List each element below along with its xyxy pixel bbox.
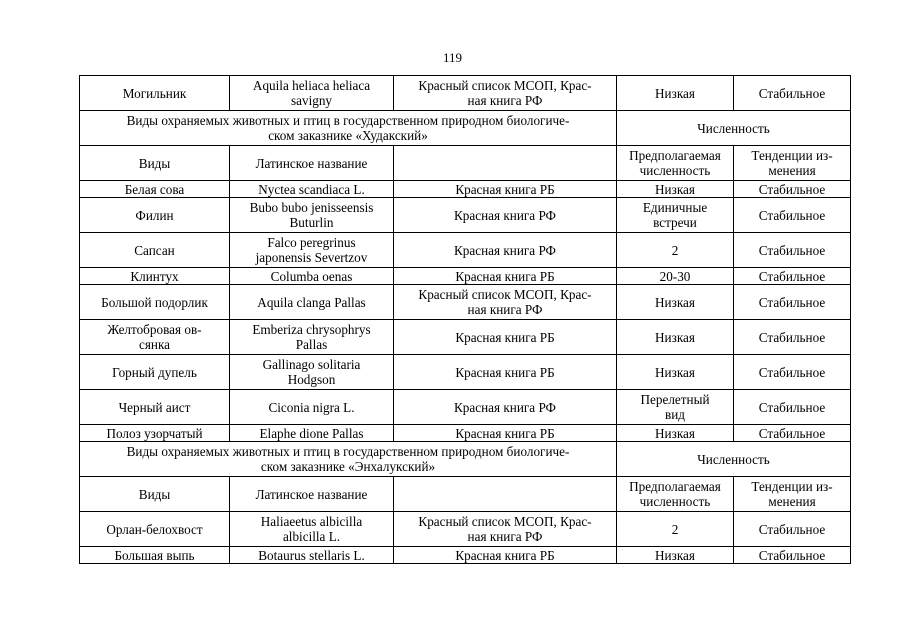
status-header (394, 146, 617, 181)
species-cell: Сапсан (80, 233, 230, 268)
species-cell: Большая выпь (80, 547, 230, 564)
latin-name-cell: Haliaeetus albicilla albicilla L. (230, 512, 394, 547)
status-cell: Красный список МСОП, Крас- ная книга РФ (394, 76, 617, 111)
species-cell: Могильник (80, 76, 230, 111)
status-cell: Красная книга РФ (394, 390, 617, 425)
abundance-cell: 20-30 (617, 268, 734, 285)
table-row (80, 268, 851, 285)
status-cell: Красная книга РБ (394, 355, 617, 390)
trend-cell: Стабильное (734, 181, 851, 198)
species-header: Виды (80, 146, 230, 181)
status-cell: Красная книга РФ (394, 198, 617, 233)
status-cell: Красная книга РБ (394, 181, 617, 198)
trend-cell: Стабильное (734, 512, 851, 547)
trend-header: Тенденции из- менения (734, 146, 851, 181)
table-row (80, 390, 851, 425)
trend-cell: Стабильное (734, 320, 851, 355)
latin-name-cell: Elaphe dione Pallas (230, 425, 394, 442)
table-row (80, 181, 851, 198)
column-header-row (80, 477, 851, 512)
abundance-cell: Перелетный вид (617, 390, 734, 425)
status-cell: Красная книга РБ (394, 547, 617, 564)
abundance-cell: Низкая (617, 285, 734, 320)
species-cell: Черный аист (80, 390, 230, 425)
estimated-abundance-header: Предполагаемая численность (617, 477, 734, 512)
abundance-cell: 2 (617, 512, 734, 547)
species-cell: Большой подорлик (80, 285, 230, 320)
trend-cell: Стабильное (734, 268, 851, 285)
table-row (80, 320, 851, 355)
species-header: Виды (80, 477, 230, 512)
table-row (80, 233, 851, 268)
species-cell: Орлан-белохвост (80, 512, 230, 547)
abundance-cell: Низкая (617, 181, 734, 198)
status-cell: Красный список МСОП, Крас- ная книга РФ (394, 512, 617, 547)
section-title: Виды охраняемых животных и птиц в государственном природном биологиче- ском заказнике «Энхалукский» (80, 442, 617, 477)
trend-cell: Стабильное (734, 76, 851, 111)
table-row (80, 198, 851, 233)
table-row (80, 285, 851, 320)
latin-name-cell: Emberiza chrysophrys Pallas (230, 320, 394, 355)
trend-cell: Стабильное (734, 233, 851, 268)
table-row (80, 547, 851, 564)
trend-cell: Стабильное (734, 355, 851, 390)
abundance-cell: 2 (617, 233, 734, 268)
status-cell: Красный список МСОП, Крас- ная книга РФ (394, 285, 617, 320)
table-row (80, 355, 851, 390)
page-number: 119 (442, 50, 463, 65)
trend-cell: Стабильное (734, 390, 851, 425)
abundance-cell: Единичные встречи (617, 198, 734, 233)
estimated-abundance-header: Предполагаемая численность (617, 146, 734, 181)
trend-header: Тенденции из- менения (734, 477, 851, 512)
species-cell: Филин (80, 198, 230, 233)
trend-cell: Стабильное (734, 425, 851, 442)
trend-cell: Стабильное (734, 285, 851, 320)
protected-species-table (79, 75, 851, 564)
species-cell: Полоз узорчатый (80, 425, 230, 442)
species-cell: Клинтух (80, 268, 230, 285)
column-header-row (80, 146, 851, 181)
status-cell: Красная книга РБ (394, 425, 617, 442)
latin-name-cell: Columba oenas (230, 268, 394, 285)
section-title: Виды охраняемых животных и птиц в государственном природном биологиче- ском заказнике «Худакский» (80, 111, 617, 146)
species-cell: Горный дупель (80, 355, 230, 390)
trend-cell: Стабильное (734, 547, 851, 564)
status-cell: Красная книга РБ (394, 268, 617, 285)
latin-name-cell: Falco peregrinus japonensis Severtzov (230, 233, 394, 268)
status-header (394, 477, 617, 512)
abundance-cell: Низкая (617, 355, 734, 390)
latin-name-header: Латинское название (230, 146, 394, 181)
abundance-group-header: Численность (617, 111, 851, 146)
latin-name-cell: Botaurus stellaris L. (230, 547, 394, 564)
species-cell: Желтобровая ов- сянка (80, 320, 230, 355)
status-cell: Красная книга РБ (394, 320, 617, 355)
latin-name-cell: Ciconia nigra L. (230, 390, 394, 425)
table-row (80, 76, 851, 111)
latin-name-cell: Nyctea scandiaca L. (230, 181, 394, 198)
table-body (80, 76, 851, 564)
abundance-group-header: Численность (617, 442, 851, 477)
latin-name-cell: Aquila heliaca heliaca savigny (230, 76, 394, 111)
table-row (80, 425, 851, 442)
latin-name-cell: Bubo bubo jenisseensis Buturlin (230, 198, 394, 233)
status-cell: Красная книга РФ (394, 233, 617, 268)
section-header-row (80, 111, 851, 146)
table-row (80, 512, 851, 547)
species-cell: Белая сова (80, 181, 230, 198)
section-header-row (80, 442, 851, 477)
trend-cell: Стабильное (734, 198, 851, 233)
abundance-cell: Низкая (617, 547, 734, 564)
abundance-cell: Низкая (617, 425, 734, 442)
latin-name-cell: Aquila clanga Pallas (230, 285, 394, 320)
latin-name-cell: Gallinago solitaria Hodgson (230, 355, 394, 390)
abundance-cell: Низкая (617, 320, 734, 355)
abundance-cell: Низкая (617, 76, 734, 111)
latin-name-header: Латинское название (230, 477, 394, 512)
